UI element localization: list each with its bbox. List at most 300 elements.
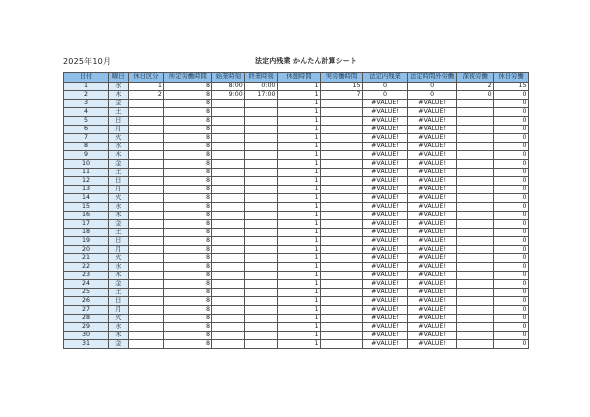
legal-overtime-cell[interactable]: #VALUE! xyxy=(363,185,408,194)
scheduled-hours-cell[interactable]: 8 xyxy=(164,134,212,143)
legal-overtime-cell[interactable]: #VALUE! xyxy=(363,211,408,220)
scheduled-hours-cell[interactable]: 8 xyxy=(164,116,212,125)
outside-legal-hours-cell[interactable]: #VALUE! xyxy=(408,228,457,237)
holiday-type-cell[interactable] xyxy=(128,263,164,272)
outside-legal-hours-cell[interactable]: #VALUE! xyxy=(408,288,457,297)
holiday-work-cell[interactable]: 0 xyxy=(494,177,529,186)
col-header-start-time[interactable]: 始業時刻 xyxy=(212,73,245,83)
start-time-cell[interactable] xyxy=(212,254,245,263)
date-cell[interactable]: 1 xyxy=(64,82,109,91)
end-time-cell[interactable] xyxy=(245,297,278,306)
holiday-type-cell[interactable] xyxy=(128,340,164,349)
scheduled-hours-cell[interactable]: 8 xyxy=(164,142,212,151)
holiday-work-cell[interactable]: 0 xyxy=(494,280,529,289)
actual-hours-cell[interactable] xyxy=(321,245,363,254)
scheduled-hours-cell[interactable]: 8 xyxy=(164,280,212,289)
late-night-cell[interactable] xyxy=(457,228,494,237)
late-night-cell[interactable] xyxy=(457,263,494,272)
holiday-work-cell[interactable]: 0 xyxy=(494,202,529,211)
holiday-type-cell[interactable] xyxy=(128,228,164,237)
weekday-cell[interactable]: 木 xyxy=(109,211,128,220)
start-time-cell[interactable] xyxy=(212,108,245,117)
actual-hours-cell[interactable] xyxy=(321,331,363,340)
start-time-cell[interactable] xyxy=(212,125,245,134)
late-night-cell[interactable] xyxy=(457,254,494,263)
holiday-type-cell[interactable] xyxy=(128,194,164,203)
break-time-cell[interactable]: 1 xyxy=(278,340,321,349)
weekday-cell[interactable]: 日 xyxy=(109,116,128,125)
scheduled-hours-cell[interactable]: 8 xyxy=(164,177,212,186)
holiday-type-cell[interactable] xyxy=(128,297,164,306)
late-night-cell[interactable]: 2 xyxy=(457,82,494,91)
break-time-cell[interactable]: 1 xyxy=(278,228,321,237)
outside-legal-hours-cell[interactable]: #VALUE! xyxy=(408,314,457,323)
outside-legal-hours-cell[interactable]: #VALUE! xyxy=(408,116,457,125)
break-time-cell[interactable]: 1 xyxy=(278,323,321,332)
scheduled-hours-cell[interactable]: 8 xyxy=(164,159,212,168)
outside-legal-hours-cell[interactable]: #VALUE! xyxy=(408,108,457,117)
holiday-type-cell[interactable] xyxy=(128,168,164,177)
scheduled-hours-cell[interactable]: 8 xyxy=(164,228,212,237)
actual-hours-cell[interactable] xyxy=(321,288,363,297)
end-time-cell[interactable] xyxy=(245,237,278,246)
date-cell[interactable]: 12 xyxy=(64,177,109,186)
end-time-cell[interactable] xyxy=(245,340,278,349)
break-time-cell[interactable]: 1 xyxy=(278,168,321,177)
late-night-cell[interactable] xyxy=(457,134,494,143)
legal-overtime-cell[interactable]: 0 xyxy=(363,82,408,91)
weekday-cell[interactable]: 木 xyxy=(109,91,128,100)
weekday-cell[interactable]: 水 xyxy=(109,263,128,272)
holiday-type-cell[interactable] xyxy=(128,254,164,263)
scheduled-hours-cell[interactable]: 8 xyxy=(164,211,212,220)
holiday-work-cell[interactable]: 0 xyxy=(494,254,529,263)
outside-legal-hours-cell[interactable]: #VALUE! xyxy=(408,202,457,211)
holiday-type-cell[interactable]: 2 xyxy=(128,91,164,100)
break-time-cell[interactable]: 1 xyxy=(278,237,321,246)
late-night-cell[interactable] xyxy=(457,108,494,117)
start-time-cell[interactable] xyxy=(212,323,245,332)
holiday-work-cell[interactable]: 0 xyxy=(494,142,529,151)
late-night-cell[interactable] xyxy=(457,202,494,211)
start-time-cell[interactable] xyxy=(212,331,245,340)
holiday-type-cell[interactable] xyxy=(128,331,164,340)
weekday-cell[interactable]: 日 xyxy=(109,237,128,246)
break-time-cell[interactable]: 1 xyxy=(278,142,321,151)
scheduled-hours-cell[interactable]: 8 xyxy=(164,323,212,332)
start-time-cell[interactable] xyxy=(212,340,245,349)
outside-legal-hours-cell[interactable]: #VALUE! xyxy=(408,125,457,134)
start-time-cell[interactable] xyxy=(212,159,245,168)
actual-hours-cell[interactable]: 15 xyxy=(321,82,363,91)
actual-hours-cell[interactable] xyxy=(321,116,363,125)
legal-overtime-cell[interactable]: #VALUE! xyxy=(363,245,408,254)
weekday-cell[interactable]: 月 xyxy=(109,306,128,315)
end-time-cell[interactable] xyxy=(245,220,278,229)
holiday-type-cell[interactable] xyxy=(128,220,164,229)
weekday-cell[interactable]: 土 xyxy=(109,288,128,297)
outside-legal-hours-cell[interactable]: #VALUE! xyxy=(408,151,457,160)
late-night-cell[interactable] xyxy=(457,340,494,349)
date-cell[interactable]: 3 xyxy=(64,99,109,108)
scheduled-hours-cell[interactable]: 8 xyxy=(164,151,212,160)
legal-overtime-cell[interactable]: #VALUE! xyxy=(363,314,408,323)
late-night-cell[interactable] xyxy=(457,237,494,246)
late-night-cell[interactable] xyxy=(457,245,494,254)
holiday-work-cell[interactable]: 0 xyxy=(494,159,529,168)
weekday-cell[interactable]: 金 xyxy=(109,340,128,349)
end-time-cell[interactable] xyxy=(245,280,278,289)
actual-hours-cell[interactable] xyxy=(321,99,363,108)
scheduled-hours-cell[interactable]: 8 xyxy=(164,194,212,203)
scheduled-hours-cell[interactable]: 8 xyxy=(164,288,212,297)
holiday-type-cell[interactable]: 1 xyxy=(128,82,164,91)
date-cell[interactable]: 13 xyxy=(64,185,109,194)
holiday-type-cell[interactable] xyxy=(128,108,164,117)
outside-legal-hours-cell[interactable]: #VALUE! xyxy=(408,254,457,263)
legal-overtime-cell[interactable]: 0 xyxy=(363,91,408,100)
break-time-cell[interactable]: 1 xyxy=(278,125,321,134)
outside-legal-hours-cell[interactable]: #VALUE! xyxy=(408,280,457,289)
break-time-cell[interactable]: 1 xyxy=(278,159,321,168)
weekday-cell[interactable]: 木 xyxy=(109,331,128,340)
end-time-cell[interactable] xyxy=(245,134,278,143)
end-time-cell[interactable] xyxy=(245,331,278,340)
break-time-cell[interactable]: 1 xyxy=(278,108,321,117)
holiday-work-cell[interactable]: 0 xyxy=(494,194,529,203)
holiday-type-cell[interactable] xyxy=(128,237,164,246)
scheduled-hours-cell[interactable]: 8 xyxy=(164,297,212,306)
break-time-cell[interactable]: 1 xyxy=(278,185,321,194)
holiday-work-cell[interactable]: 0 xyxy=(494,297,529,306)
break-time-cell[interactable]: 1 xyxy=(278,151,321,160)
legal-overtime-cell[interactable]: #VALUE! xyxy=(363,202,408,211)
date-cell[interactable]: 18 xyxy=(64,228,109,237)
date-cell[interactable]: 6 xyxy=(64,125,109,134)
end-time-cell[interactable]: 17:00 xyxy=(245,91,278,100)
outside-legal-hours-cell[interactable]: #VALUE! xyxy=(408,142,457,151)
end-time-cell[interactable] xyxy=(245,288,278,297)
col-header-break-time[interactable]: 休憩時間 xyxy=(278,73,321,83)
late-night-cell[interactable] xyxy=(457,168,494,177)
outside-legal-hours-cell[interactable]: #VALUE! xyxy=(408,194,457,203)
outside-legal-hours-cell[interactable]: 0 xyxy=(408,82,457,91)
start-time-cell[interactable] xyxy=(212,211,245,220)
outside-legal-hours-cell[interactable]: #VALUE! xyxy=(408,99,457,108)
date-cell[interactable]: 30 xyxy=(64,331,109,340)
holiday-type-cell[interactable] xyxy=(128,151,164,160)
holiday-work-cell[interactable]: 0 xyxy=(494,108,529,117)
legal-overtime-cell[interactable]: #VALUE! xyxy=(363,177,408,186)
holiday-type-cell[interactable] xyxy=(128,202,164,211)
end-time-cell[interactable] xyxy=(245,185,278,194)
end-time-cell[interactable] xyxy=(245,168,278,177)
actual-hours-cell[interactable] xyxy=(321,340,363,349)
holiday-work-cell[interactable]: 0 xyxy=(494,271,529,280)
legal-overtime-cell[interactable]: #VALUE! xyxy=(363,151,408,160)
actual-hours-cell[interactable] xyxy=(321,185,363,194)
break-time-cell[interactable]: 1 xyxy=(278,91,321,100)
outside-legal-hours-cell[interactable]: #VALUE! xyxy=(408,297,457,306)
scheduled-hours-cell[interactable]: 8 xyxy=(164,245,212,254)
legal-overtime-cell[interactable]: #VALUE! xyxy=(363,134,408,143)
date-cell[interactable]: 4 xyxy=(64,108,109,117)
late-night-cell[interactable] xyxy=(457,220,494,229)
col-header-actual-hours[interactable]: 実労働時間 xyxy=(321,73,363,83)
late-night-cell[interactable] xyxy=(457,306,494,315)
weekday-cell[interactable]: 日 xyxy=(109,177,128,186)
scheduled-hours-cell[interactable]: 8 xyxy=(164,263,212,272)
end-time-cell[interactable] xyxy=(245,116,278,125)
date-cell[interactable]: 14 xyxy=(64,194,109,203)
scheduled-hours-cell[interactable]: 8 xyxy=(164,271,212,280)
end-time-cell[interactable] xyxy=(245,202,278,211)
legal-overtime-cell[interactable]: #VALUE! xyxy=(363,168,408,177)
date-cell[interactable]: 8 xyxy=(64,142,109,151)
holiday-type-cell[interactable] xyxy=(128,177,164,186)
end-time-cell[interactable] xyxy=(245,142,278,151)
break-time-cell[interactable]: 1 xyxy=(278,297,321,306)
start-time-cell[interactable]: 8:00 xyxy=(212,82,245,91)
late-night-cell[interactable] xyxy=(457,314,494,323)
weekday-cell[interactable]: 水 xyxy=(109,202,128,211)
weekday-cell[interactable]: 金 xyxy=(109,280,128,289)
outside-legal-hours-cell[interactable]: #VALUE! xyxy=(408,271,457,280)
date-cell[interactable]: 11 xyxy=(64,168,109,177)
date-cell[interactable]: 19 xyxy=(64,237,109,246)
legal-overtime-cell[interactable]: #VALUE! xyxy=(363,125,408,134)
actual-hours-cell[interactable] xyxy=(321,151,363,160)
scheduled-hours-cell[interactable]: 8 xyxy=(164,108,212,117)
holiday-work-cell[interactable]: 0 xyxy=(494,211,529,220)
break-time-cell[interactable]: 1 xyxy=(278,271,321,280)
end-time-cell[interactable] xyxy=(245,254,278,263)
scheduled-hours-cell[interactable]: 8 xyxy=(164,220,212,229)
holiday-work-cell[interactable]: 0 xyxy=(494,151,529,160)
scheduled-hours-cell[interactable]: 8 xyxy=(164,91,212,100)
end-time-cell[interactable] xyxy=(245,99,278,108)
outside-legal-hours-cell[interactable]: #VALUE! xyxy=(408,168,457,177)
col-header-scheduled-hours[interactable]: 所定労働時間 xyxy=(164,73,212,83)
weekday-cell[interactable]: 土 xyxy=(109,168,128,177)
end-time-cell[interactable] xyxy=(245,245,278,254)
holiday-work-cell[interactable]: 0 xyxy=(494,288,529,297)
start-time-cell[interactable] xyxy=(212,99,245,108)
late-night-cell[interactable] xyxy=(457,280,494,289)
break-time-cell[interactable]: 1 xyxy=(278,99,321,108)
late-night-cell[interactable] xyxy=(457,297,494,306)
outside-legal-hours-cell[interactable]: #VALUE! xyxy=(408,220,457,229)
actual-hours-cell[interactable] xyxy=(321,168,363,177)
holiday-work-cell[interactable]: 0 xyxy=(494,228,529,237)
weekday-cell[interactable]: 火 xyxy=(109,254,128,263)
break-time-cell[interactable]: 1 xyxy=(278,177,321,186)
late-night-cell[interactable] xyxy=(457,159,494,168)
end-time-cell[interactable] xyxy=(245,314,278,323)
start-time-cell[interactable] xyxy=(212,202,245,211)
legal-overtime-cell[interactable]: #VALUE! xyxy=(363,280,408,289)
legal-overtime-cell[interactable]: #VALUE! xyxy=(363,323,408,332)
holiday-work-cell[interactable]: 0 xyxy=(494,185,529,194)
legal-overtime-cell[interactable]: #VALUE! xyxy=(363,116,408,125)
break-time-cell[interactable]: 1 xyxy=(278,306,321,315)
holiday-work-cell[interactable]: 0 xyxy=(494,245,529,254)
start-time-cell[interactable] xyxy=(212,245,245,254)
end-time-cell[interactable] xyxy=(245,177,278,186)
break-time-cell[interactable]: 1 xyxy=(278,82,321,91)
legal-overtime-cell[interactable]: #VALUE! xyxy=(363,331,408,340)
outside-legal-hours-cell[interactable]: #VALUE! xyxy=(408,306,457,315)
date-cell[interactable]: 27 xyxy=(64,306,109,315)
date-cell[interactable]: 26 xyxy=(64,297,109,306)
end-time-cell[interactable] xyxy=(245,108,278,117)
holiday-type-cell[interactable] xyxy=(128,271,164,280)
holiday-type-cell[interactable] xyxy=(128,134,164,143)
outside-legal-hours-cell[interactable]: #VALUE! xyxy=(408,177,457,186)
break-time-cell[interactable]: 1 xyxy=(278,280,321,289)
date-cell[interactable]: 9 xyxy=(64,151,109,160)
outside-legal-hours-cell[interactable]: #VALUE! xyxy=(408,159,457,168)
actual-hours-cell[interactable] xyxy=(321,134,363,143)
col-header-end-time[interactable]: 終業時刻 xyxy=(245,73,278,83)
scheduled-hours-cell[interactable]: 8 xyxy=(164,331,212,340)
weekday-cell[interactable]: 月 xyxy=(109,185,128,194)
holiday-type-cell[interactable] xyxy=(128,211,164,220)
weekday-cell[interactable]: 月 xyxy=(109,245,128,254)
scheduled-hours-cell[interactable]: 8 xyxy=(164,202,212,211)
holiday-work-cell[interactable]: 0 xyxy=(494,314,529,323)
outside-legal-hours-cell[interactable]: #VALUE! xyxy=(408,263,457,272)
holiday-work-cell[interactable]: 0 xyxy=(494,220,529,229)
date-cell[interactable]: 17 xyxy=(64,220,109,229)
col-header-date[interactable]: 日付 xyxy=(64,73,109,83)
scheduled-hours-cell[interactable]: 8 xyxy=(164,168,212,177)
date-cell[interactable]: 21 xyxy=(64,254,109,263)
actual-hours-cell[interactable] xyxy=(321,280,363,289)
holiday-type-cell[interactable] xyxy=(128,159,164,168)
date-cell[interactable]: 29 xyxy=(64,323,109,332)
weekday-cell[interactable]: 火 xyxy=(109,134,128,143)
holiday-work-cell[interactable]: 0 xyxy=(494,116,529,125)
end-time-cell[interactable] xyxy=(245,194,278,203)
break-time-cell[interactable]: 1 xyxy=(278,194,321,203)
col-header-late-night[interactable]: 深夜労働 xyxy=(457,73,494,83)
start-time-cell[interactable] xyxy=(212,177,245,186)
actual-hours-cell[interactable] xyxy=(321,306,363,315)
end-time-cell[interactable] xyxy=(245,323,278,332)
actual-hours-cell[interactable] xyxy=(321,142,363,151)
scheduled-hours-cell[interactable]: 8 xyxy=(164,99,212,108)
break-time-cell[interactable]: 1 xyxy=(278,263,321,272)
holiday-type-cell[interactable] xyxy=(128,125,164,134)
late-night-cell[interactable] xyxy=(457,125,494,134)
late-night-cell[interactable] xyxy=(457,116,494,125)
late-night-cell[interactable] xyxy=(457,211,494,220)
legal-overtime-cell[interactable]: #VALUE! xyxy=(363,159,408,168)
late-night-cell[interactable] xyxy=(457,323,494,332)
actual-hours-cell[interactable] xyxy=(321,125,363,134)
outside-legal-hours-cell[interactable]: #VALUE! xyxy=(408,237,457,246)
actual-hours-cell[interactable] xyxy=(321,194,363,203)
scheduled-hours-cell[interactable]: 8 xyxy=(164,306,212,315)
legal-overtime-cell[interactable]: #VALUE! xyxy=(363,108,408,117)
late-night-cell[interactable]: 0 xyxy=(457,91,494,100)
weekday-cell[interactable]: 水 xyxy=(109,82,128,91)
holiday-work-cell[interactable]: 15 xyxy=(494,82,529,91)
date-cell[interactable]: 5 xyxy=(64,116,109,125)
weekday-cell[interactable]: 木 xyxy=(109,151,128,160)
actual-hours-cell[interactable] xyxy=(321,263,363,272)
date-cell[interactable]: 7 xyxy=(64,134,109,143)
legal-overtime-cell[interactable]: #VALUE! xyxy=(363,194,408,203)
holiday-type-cell[interactable] xyxy=(128,185,164,194)
end-time-cell[interactable] xyxy=(245,211,278,220)
end-time-cell[interactable] xyxy=(245,228,278,237)
date-cell[interactable]: 22 xyxy=(64,263,109,272)
actual-hours-cell[interactable] xyxy=(321,323,363,332)
actual-hours-cell[interactable] xyxy=(321,297,363,306)
holiday-type-cell[interactable] xyxy=(128,116,164,125)
start-time-cell[interactable] xyxy=(212,142,245,151)
holiday-work-cell[interactable]: 0 xyxy=(494,263,529,272)
col-header-outside-legal-hours[interactable]: 法定時間外労働 xyxy=(408,73,457,83)
end-time-cell[interactable] xyxy=(245,125,278,134)
start-time-cell[interactable]: 9:00 xyxy=(212,91,245,100)
outside-legal-hours-cell[interactable]: #VALUE! xyxy=(408,331,457,340)
col-header-holiday-work[interactable]: 休日労働 xyxy=(494,73,529,83)
outside-legal-hours-cell[interactable]: #VALUE! xyxy=(408,323,457,332)
late-night-cell[interactable] xyxy=(457,194,494,203)
break-time-cell[interactable]: 1 xyxy=(278,331,321,340)
date-cell[interactable]: 23 xyxy=(64,271,109,280)
outside-legal-hours-cell[interactable]: #VALUE! xyxy=(408,134,457,143)
late-night-cell[interactable] xyxy=(457,151,494,160)
holiday-work-cell[interactable]: 0 xyxy=(494,340,529,349)
outside-legal-hours-cell[interactable]: #VALUE! xyxy=(408,185,457,194)
col-header-legal-overtime[interactable]: 法定内残業 xyxy=(363,73,408,83)
holiday-work-cell[interactable]: 0 xyxy=(494,331,529,340)
actual-hours-cell[interactable]: 7 xyxy=(321,91,363,100)
holiday-type-cell[interactable] xyxy=(128,306,164,315)
holiday-type-cell[interactable] xyxy=(128,280,164,289)
break-time-cell[interactable]: 1 xyxy=(278,254,321,263)
date-cell[interactable]: 25 xyxy=(64,288,109,297)
legal-overtime-cell[interactable]: #VALUE! xyxy=(363,271,408,280)
legal-overtime-cell[interactable]: #VALUE! xyxy=(363,142,408,151)
break-time-cell[interactable]: 1 xyxy=(278,116,321,125)
start-time-cell[interactable] xyxy=(212,237,245,246)
break-time-cell[interactable]: 1 xyxy=(278,220,321,229)
actual-hours-cell[interactable] xyxy=(321,177,363,186)
actual-hours-cell[interactable] xyxy=(321,211,363,220)
legal-overtime-cell[interactable]: #VALUE! xyxy=(363,228,408,237)
break-time-cell[interactable]: 1 xyxy=(278,134,321,143)
start-time-cell[interactable] xyxy=(212,151,245,160)
holiday-work-cell[interactable]: 0 xyxy=(494,91,529,100)
holiday-type-cell[interactable] xyxy=(128,99,164,108)
date-cell[interactable]: 31 xyxy=(64,340,109,349)
holiday-work-cell[interactable]: 0 xyxy=(494,99,529,108)
weekday-cell[interactable]: 土 xyxy=(109,228,128,237)
end-time-cell[interactable] xyxy=(245,159,278,168)
break-time-cell[interactable]: 1 xyxy=(278,211,321,220)
col-header-weekday[interactable]: 曜日 xyxy=(109,73,128,83)
legal-overtime-cell[interactable]: #VALUE! xyxy=(363,263,408,272)
weekday-cell[interactable]: 水 xyxy=(109,142,128,151)
legal-overtime-cell[interactable]: #VALUE! xyxy=(363,237,408,246)
weekday-cell[interactable]: 木 xyxy=(109,271,128,280)
actual-hours-cell[interactable] xyxy=(321,159,363,168)
